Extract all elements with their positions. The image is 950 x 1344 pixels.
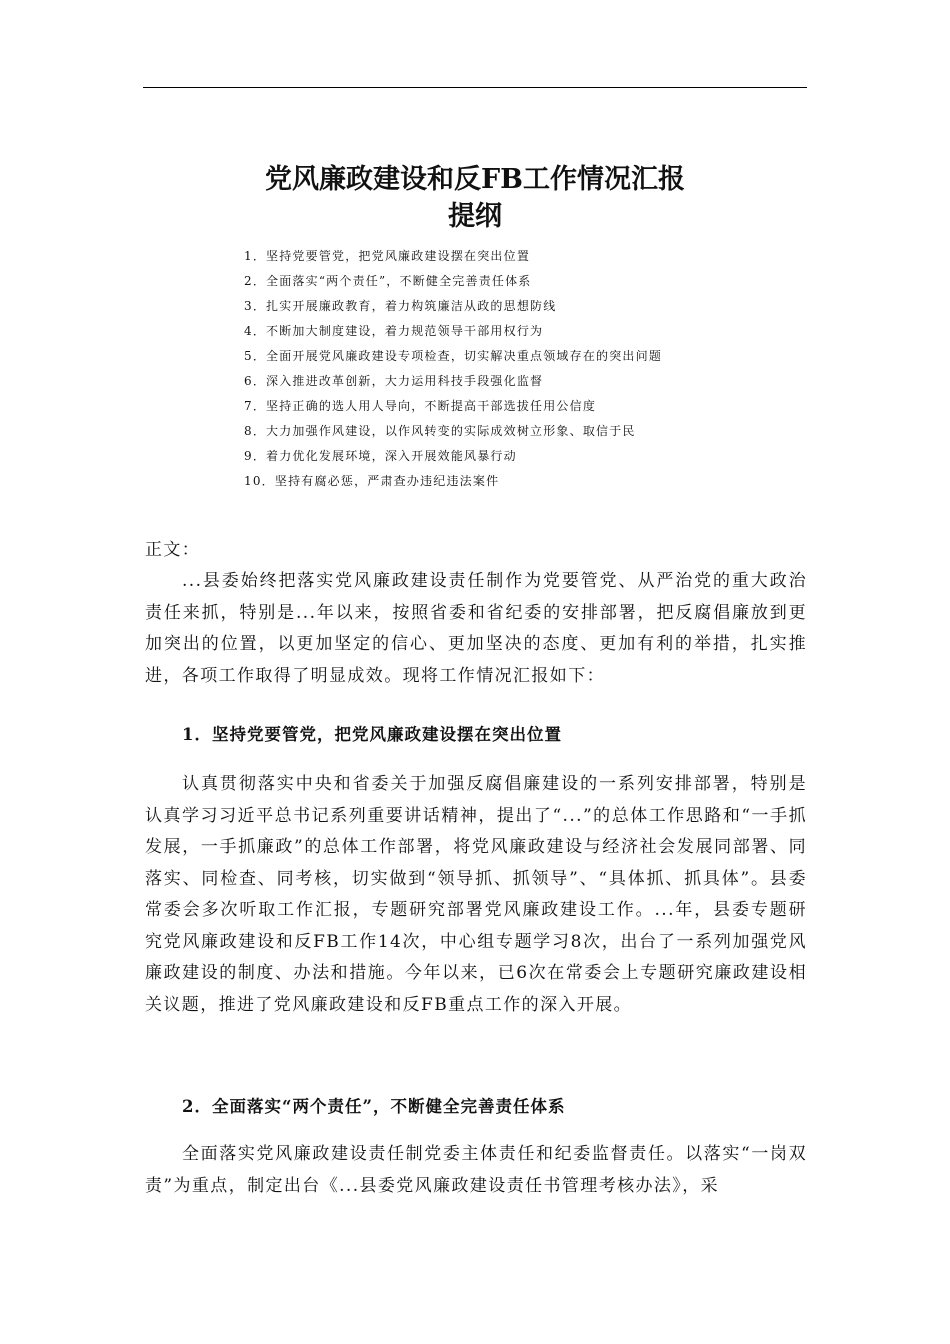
- outline-list: [244, 244, 662, 494]
- section-body-2: 全面落实党风廉政建设责任制党委主体责任和纪委监督责任。以落实“一岗双责”为重点，制定出台《...县委党风廉政建设责任书管理考核办法》，采: [145, 1144, 807, 1196]
- outline-item: 10．坚持有腐必惩，严肃查办违纪违法案件: [244, 474, 500, 488]
- document-title: 党风廉政建设和反FB工作情况汇报: [265, 164, 685, 195]
- intro-paragraph: ...县委始终把落实党风廉政建设责任制作为党要管党、从严治党的重大政治责任来抓，特别是...年以来，按照省委和省纪委的安排部署，把反腐倡廉放到更加突出的位置，以更加坚定的信心、更加坚决的态度、更加有利的举措，扎实推进，各项工作取得了明显成效。现将工作情况汇报如下：: [145, 571, 807, 686]
- section-body-1: 认真贯彻落实中央和省委关于加强反腐倡廉建设的一系列安排部署，特别是认真学习习近平总书记系列重要讲话精神，提出了“...”的总体工作思路和“一手抓发展，一手抓廉政”的总体工作部署，将党风廉政建设与经济社会发展同部署、同落实、同检查、同考核，切实做到“领导抓、抓领导”、“具体抓、抓具体”。县委常委会多次听取工作汇报，专题研究部署党风廉政建设工作。...年，县委专题研究党风廉政建设和反FB工作14次，中心组专题学习8次，出台了一系列加强党风廉政建设的制度、办法和措施。今年以来，已6次在常委会上专题研究廉政建设相关议题，推进了党风廉政建设和反FB重点工作的深入开展。: [145, 774, 807, 1015]
- document-subtitle: 提纲: [448, 201, 502, 232]
- outline-item: 7．坚持正确的选人用人导向，不断提高干部选拔任用公信度: [244, 399, 597, 413]
- outline-item: 5．全面开展党风廉政建设专项检查，切实解决重点领域存在的突出问题: [244, 349, 663, 363]
- outline-item: 6．深入推进改革创新，大力运用科技手段强化监督: [244, 374, 544, 388]
- body-label: 正文：: [145, 540, 201, 560]
- section-heading-2: 2．全面落实“两个责任”，不断健全完善责任体系: [182, 1097, 566, 1116]
- outline-item: 8．大力加强作风建设，以作风转变的实际成效树立形象、取信于民: [244, 424, 636, 438]
- outline-item: 4．不断加大制度建设，着力规范领导干部用权行为: [244, 324, 544, 338]
- section-heading-1: 1．坚持党要管党，把党风廉政建设摆在突出位置: [182, 725, 562, 744]
- outline-item: 1．坚持党要管党，把党风廉政建设摆在突出位置: [244, 249, 531, 263]
- outline-item: 3．扎实开展廉政教育，着力构筑廉洁从政的思想防线: [244, 299, 557, 313]
- outline-item: 9．着力优化发展环境，深入开展效能风暴行动: [244, 449, 517, 463]
- header-rule: [143, 87, 807, 88]
- outline-item: 2．全面落实“两个责任”，不断健全完善责任体系: [244, 274, 532, 288]
